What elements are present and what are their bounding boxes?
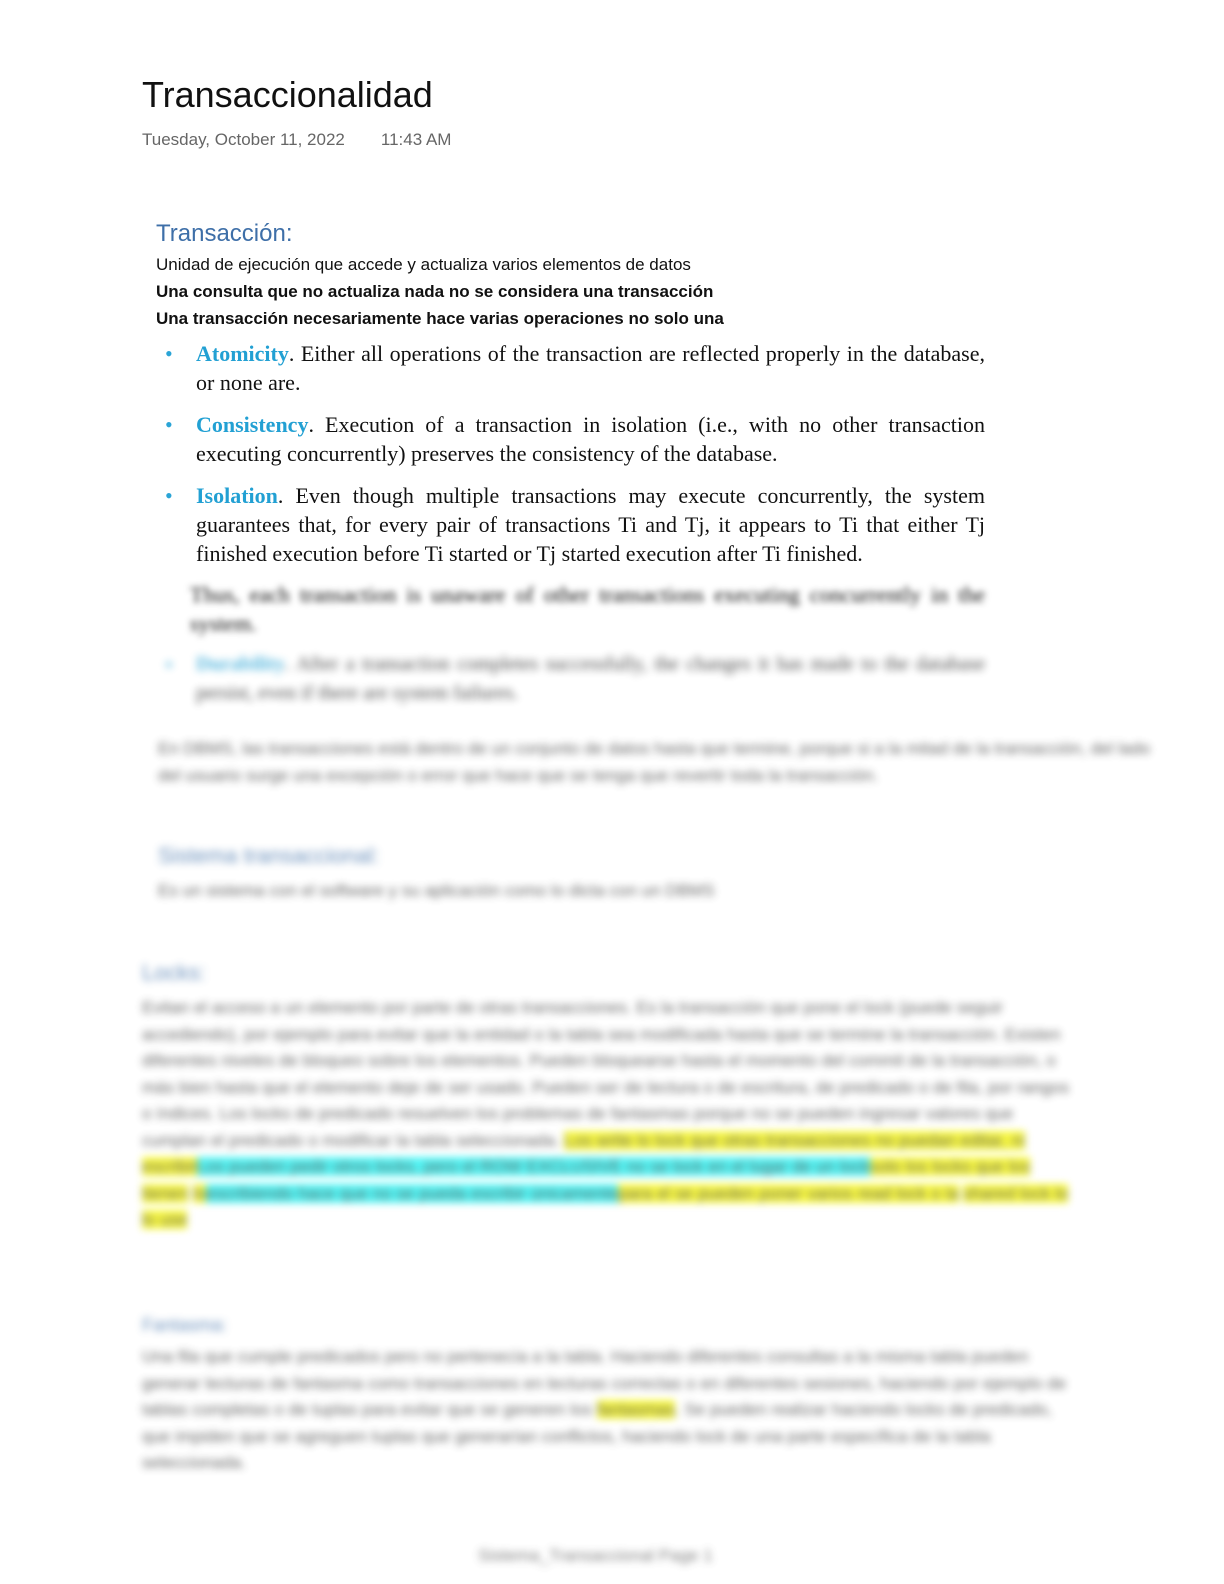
transaccion-note-1: Una consulta que no actualiza nada no se considera una transacción bbox=[156, 282, 714, 301]
highlight-yellow: shared lock lo lo use bbox=[142, 1183, 1069, 1229]
acid-bullet-consistency bbox=[165, 410, 985, 468]
acid-bullet-durability bbox=[165, 650, 985, 708]
bullet-icon: • bbox=[165, 652, 173, 677]
transaccion-definition: Unidad de ejecución que accede y actualiza varios elementos de datos bbox=[156, 255, 691, 274]
acid-term: Isolation bbox=[196, 483, 278, 508]
acid-text: . Execution of a transaction in isolation (i.e., with no other transaction executing concurrently) preserves the consistency of the database. bbox=[196, 412, 985, 466]
locks-paragraph bbox=[142, 995, 1072, 1234]
page-time: 11:43 AM bbox=[380, 130, 452, 149]
acid-term: Consistency bbox=[196, 412, 309, 437]
page-date: Tuesday, October 11, 2022 bbox=[142, 130, 345, 149]
highlight-yellow: solo los locks que los tienen bbox=[142, 1157, 1031, 1203]
dbms-paragraph: En DBMS, las transacciones está dentro de un conjunto de datos hasta que termine, porque si a la mitad de la transacción, del lado del usuario surge una excepción o error que hace que se tenga que revertir toda la transacción. bbox=[158, 739, 1151, 785]
sistema-heading: Sistema transaccional: bbox=[158, 843, 380, 868]
bullet-icon: • bbox=[165, 483, 173, 508]
fantasma-paragraph bbox=[142, 1344, 1072, 1477]
transaccion-note-2: Una transacción necesariamente hace varias operaciones no solo una bbox=[156, 309, 724, 328]
highlight-yellow: lo bbox=[193, 1183, 207, 1203]
page-timestamp bbox=[142, 130, 451, 150]
isolation-continuation: Thus, each transaction is unaware of other transactions executing concurrently in the system. bbox=[190, 582, 985, 636]
locks-heading: Locks: bbox=[142, 960, 206, 985]
locks-text: Evitan el acceso a un elemento por parte de otras transacciones. Es la transacción que pone el lock (puede seguir accediendo), por ejemplo para evitar que la entidad o la tabla sea modificada hasta que se termine la transacción. Existen diferentes niveles de bloqueo sobre los elementos. Pueden bloquearse hasta el momento del commit de la transacción, o más bien hasta que el elemento deje de ser usado. Pueden ser de lectura o de escritura, de predicado o de fila, por rangos o índices. Los locks de predicado resuelven los problemas de fantasmas porque no se pueden ingresar valores que cumplan el predicado o modificar la tabla seleccionada. bbox=[142, 998, 1070, 1150]
page-footer: Sistema_Transaccional Page 1 bbox=[478, 1546, 713, 1565]
acid-term: Durability bbox=[196, 653, 285, 675]
fantasma-heading: Fantasma: bbox=[142, 1315, 228, 1335]
acid-bullet-isolation bbox=[165, 481, 985, 568]
highlight-yellow: para el se pueden poner varios read lock o la bbox=[618, 1183, 959, 1203]
highlight-cyan: Los pueden pedir otros locks, pero el ROW EXCLUSIVE no se lock en el lugar de un lock bbox=[196, 1157, 870, 1176]
acid-text: . After a transaction completes successfully, the changes it has made to the database persist, even if there are system failures. bbox=[196, 653, 985, 704]
fantasma-text-1: Una fila que cumple predicados pero no pertenecía a la tabla. Haciendo diferentes consultas a la misma tabla pueden generar lecturas de fantasma como transacciones en lecturas correctas o en diferentes sesiones, haciendo por ejemplo de tablas completas o de tuplas para evitar que se generen los bbox=[142, 1347, 1067, 1419]
acid-term: Atomicity bbox=[196, 341, 289, 366]
sistema-text: Es un sistema con el software y su aplicación como lo dicta con un DBMS bbox=[158, 881, 715, 900]
highlight-cyan: escribiendo hace que no se pueda escribir únicamente bbox=[206, 1183, 619, 1203]
fantasma-text-2: . Se pueden realizar haciendo locks de predicado, que impiden que se agreguen tuplas que generarían conflictos, haciendo lock de una parte específica de la tabla seleccionada. bbox=[142, 1400, 1053, 1472]
acid-text: . Either all operations of the transaction are reflected properly in the database, or none are. bbox=[196, 341, 985, 395]
transaccion-heading: Transacción: bbox=[156, 220, 293, 247]
highlight-yellow: Los write lo lock que otras transacciones no puedan editar, ni escribir bbox=[142, 1130, 1025, 1176]
page-title: Transaccionalidad bbox=[142, 74, 433, 115]
acid-text: . Even though multiple transactions may execute concurrently, the system guarantees that, for every pair of transactions Ti and Tj, it appears to Ti that either Tj finished execution before Ti started or Tj started execution after Ti finished. bbox=[196, 483, 985, 566]
bullet-icon: • bbox=[165, 412, 173, 437]
bullet-icon: • bbox=[165, 341, 173, 366]
highlight-yellow: fantasmas bbox=[596, 1400, 676, 1419]
acid-bullet-atomicity bbox=[165, 339, 985, 397]
